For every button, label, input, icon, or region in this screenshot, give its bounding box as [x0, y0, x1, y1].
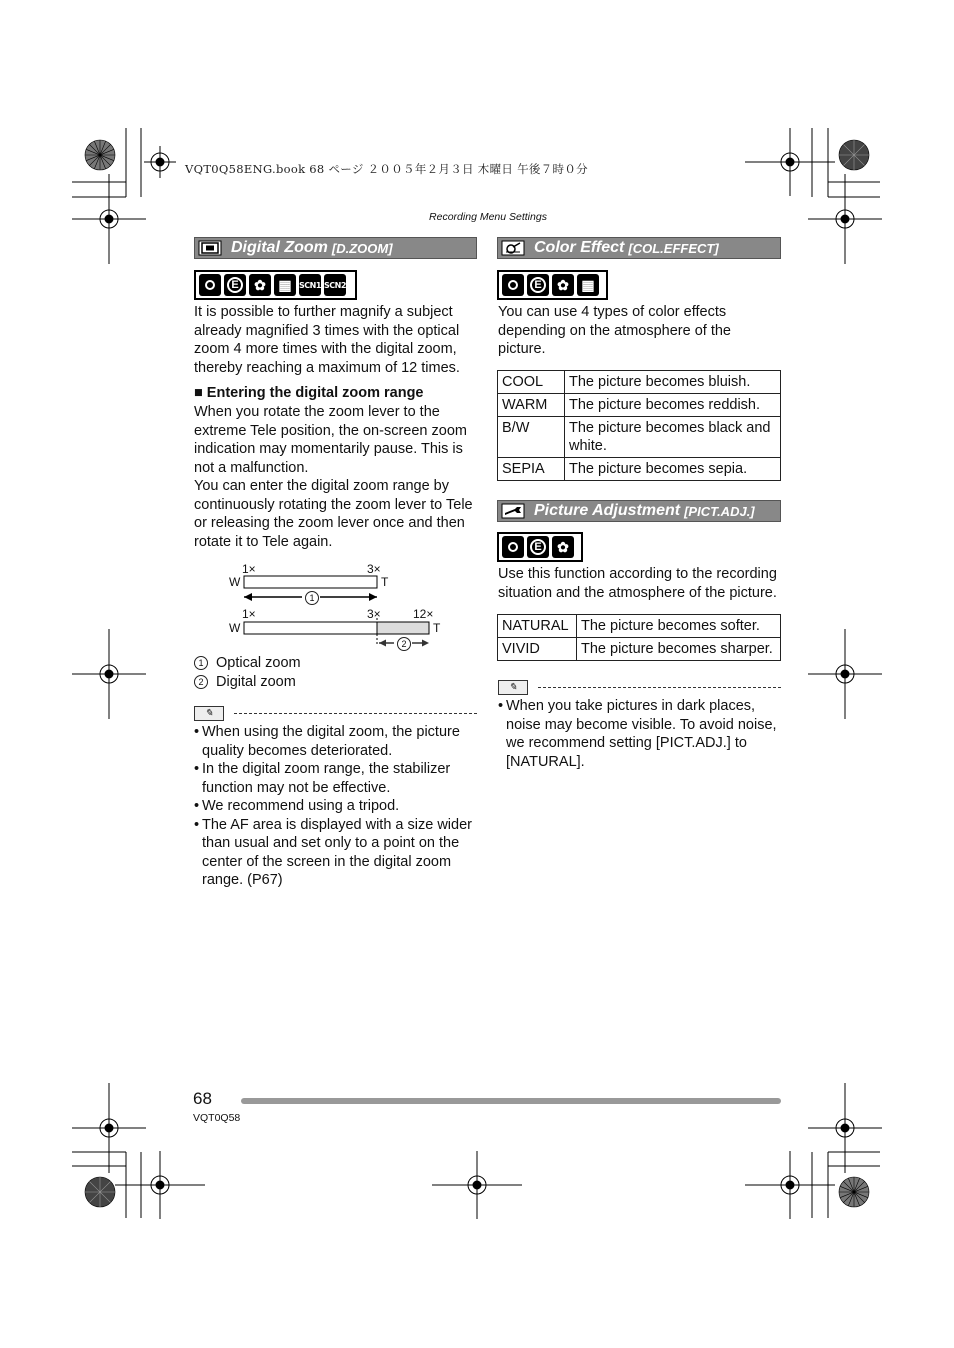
page-number: 68	[193, 1089, 212, 1108]
model-code: VQT0Q58	[193, 1112, 241, 1124]
normal-picture-mode-icon	[502, 536, 524, 558]
digital-zoom-notes	[194, 705, 477, 890]
section-title: Picture Adjustment	[534, 502, 681, 519]
table-row: COOL The picture becomes bluish.	[498, 371, 781, 394]
table-row: VIVID The picture becomes sharper.	[498, 638, 781, 661]
section-header-digital-zoom	[194, 237, 477, 259]
diagram-row1-tele: T	[381, 575, 389, 589]
note-item: • In the digital zoom range, the stabilizer function may not be effective.	[194, 760, 477, 797]
digital-zoom-subheading: ■ Entering the digital zoom range	[194, 385, 424, 401]
digital-zoom-icon	[197, 239, 223, 257]
economy-mode-icon: E	[224, 274, 246, 296]
macro-mode-icon: ✿	[249, 274, 271, 296]
mode-icons-picture-adjustment	[497, 532, 583, 562]
note-divider	[234, 713, 477, 714]
section-code: [D.ZOOM]	[331, 240, 393, 256]
note-list	[498, 697, 781, 771]
section-code: [PICT.ADJ.]	[684, 503, 755, 519]
note-item: • When using the digital zoom, the picture quality becomes deteriorated.	[194, 723, 477, 760]
digital-zoom-body	[194, 403, 477, 551]
diagram-row2-max: 12×	[413, 607, 434, 621]
note-icon: ✎	[194, 706, 224, 721]
scene-mode-2-icon: SCN2	[324, 274, 346, 296]
print-info-line: VQT0Q58ENG.book 68 ページ ２００５年２月３日 木曜日 午後７時０分	[185, 162, 588, 176]
picture-adjustment-intro: Use this function according to the recording situation and the atmosphere of the picture.	[498, 566, 777, 601]
section-header-color-effect	[497, 237, 781, 259]
body-paragraph-2: You can enter the digital zoom range by continuously rotating the zoom lever to Tele or releasing the zoom lever once and then rotate it to Tele again.	[194, 478, 473, 550]
mode-icons-color-effect	[497, 270, 608, 300]
table-row: B/W The picture becomes black and white.	[498, 417, 781, 458]
note-list	[194, 723, 477, 890]
running-head: Recording Menu Settings	[429, 211, 547, 223]
motion-picture-mode-icon: ▦	[274, 274, 296, 296]
diagram-marker-optical: 1	[305, 591, 319, 605]
legend-item-optical: 1 Optical zoom	[194, 654, 477, 673]
motion-picture-mode-icon: ▦	[577, 274, 599, 296]
section-code: [COL.EFFECT]	[628, 240, 719, 256]
section-title: Color Effect	[534, 239, 625, 256]
note-item: • We recommend using a tripod.	[194, 797, 477, 816]
diagram-legend	[194, 654, 477, 692]
picture-adjustment-notes	[498, 679, 781, 771]
normal-picture-mode-icon	[199, 274, 221, 296]
picture-adjustment-table	[497, 614, 781, 661]
note-header	[194, 705, 477, 721]
scene-mode-1-icon: SCN1	[299, 274, 321, 296]
macro-mode-icon: ✿	[552, 274, 574, 296]
diagram-row2-min: 1×	[242, 607, 256, 621]
normal-picture-mode-icon	[502, 274, 524, 296]
note-divider	[538, 687, 781, 688]
diagram-row2-tele: T	[433, 621, 441, 635]
zoom-range-diagram	[228, 562, 448, 652]
section-header-picture-adjustment	[497, 500, 781, 522]
diagram-row1-wide: W	[229, 575, 241, 589]
diagram-row1-max: 3×	[367, 562, 381, 576]
color-effect-table	[497, 370, 781, 481]
section-title: Digital Zoom	[231, 239, 328, 256]
table-row: WARM The picture becomes reddish.	[498, 394, 781, 417]
table-row: SEPIA The picture becomes sepia.	[498, 458, 781, 481]
note-header	[498, 679, 781, 695]
diagram-marker-digital: 2	[397, 637, 411, 651]
diagram-row1-min: 1×	[242, 562, 256, 576]
mode-icons-digital-zoom	[194, 270, 357, 300]
picture-adjustment-icon	[500, 502, 526, 520]
legend-item-digital: 2 Digital zoom	[194, 673, 477, 692]
diagram-row2-wide: W	[229, 621, 241, 635]
economy-mode-icon: E	[527, 274, 549, 296]
footer-rule	[241, 1098, 781, 1104]
diagram-row2-mid: 3×	[367, 607, 381, 621]
note-icon: ✎	[498, 680, 528, 695]
digital-zoom-intro	[194, 303, 477, 377]
color-effect-intro: You can use 4 types of color effects depending on the atmosphere of the picture.	[498, 304, 731, 357]
table-row: NATURAL The picture becomes softer.	[498, 615, 781, 638]
note-item: • The AF area is displayed with a size wider than usual and set only to a point on the center of the screen in the digital zoom range. (P67)	[194, 816, 477, 890]
note-item: • When you take pictures in dark places, noise may become visible. To avoid noise, we recommend setting [PICT.ADJ.] to [NATURAL].	[498, 697, 781, 771]
intro-text: It is possible to further magnify a subject already magnified 3 times with the optical zoom 4 more times with the digital zoom, thereby reaching a maximum of 12 times.	[194, 304, 460, 376]
body-paragraph-1: When you rotate the zoom lever to the extreme Tele position, the on-screen zoom indication may momentarily pause. This is not a malfunction.	[194, 404, 467, 476]
color-effect-icon	[500, 239, 526, 257]
macro-mode-icon: ✿	[552, 536, 574, 558]
economy-mode-icon: E	[527, 536, 549, 558]
